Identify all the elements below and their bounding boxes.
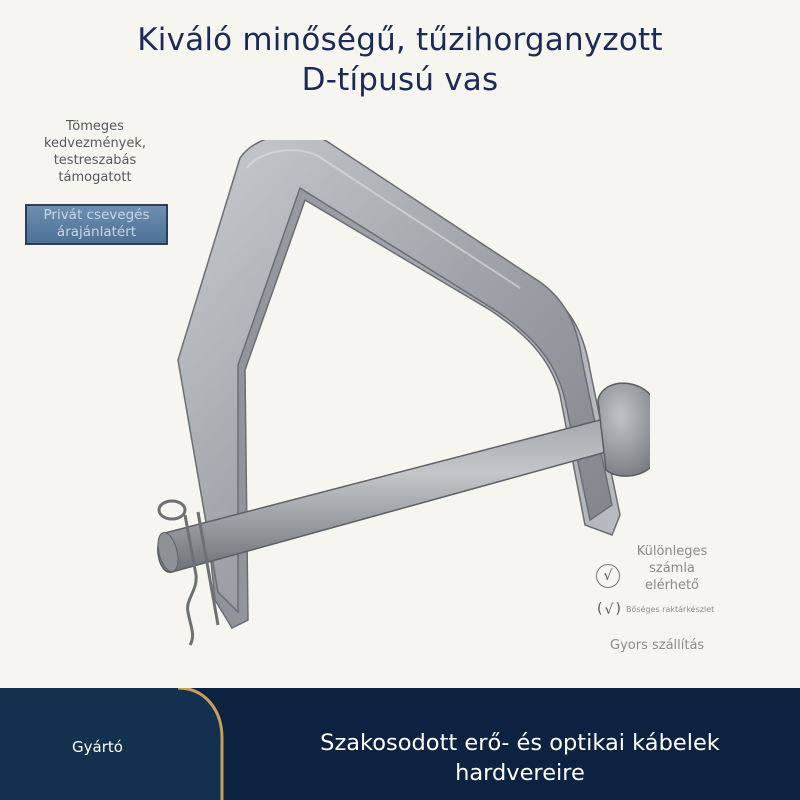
footer-tagline bbox=[240, 728, 800, 788]
check-icon: ( √ ) bbox=[598, 600, 620, 620]
feature-special-line-3: elérhető bbox=[644, 578, 699, 593]
chat-button-line-1: Privát csevegés bbox=[43, 207, 150, 223]
feature-stock bbox=[590, 600, 790, 622]
feature-stock-text: Bőséges raktárkészlet bbox=[626, 605, 715, 614]
title-line-1: Kiváló minőségű, tűzihorganyzott bbox=[137, 22, 663, 58]
title-line-2: D-típusú vas bbox=[301, 62, 499, 98]
check-icon: √ bbox=[596, 564, 620, 588]
chat-button-line-2: árajánlatért bbox=[56, 224, 137, 240]
manufacturer-link[interactable]: Gyártó bbox=[72, 738, 123, 756]
feature-special-line-1: Különleges bbox=[636, 544, 708, 559]
feature-special-invoice bbox=[590, 540, 790, 596]
feature-shipping: Gyors szállítás bbox=[610, 638, 705, 653]
d-iron-product-image bbox=[150, 140, 650, 660]
promo-line-1: Tömeges bbox=[66, 119, 124, 134]
page-title bbox=[40, 20, 760, 100]
feature-special-line-2: számla bbox=[649, 561, 695, 576]
promo-text bbox=[20, 118, 170, 186]
promo-line-3: testreszabás bbox=[53, 153, 137, 168]
feature-special-text bbox=[632, 543, 712, 594]
tagline-line-1: Szakosodott erő- és optikai kábelek bbox=[320, 730, 720, 756]
private-chat-button[interactable] bbox=[25, 204, 168, 245]
pin-head bbox=[598, 383, 650, 476]
promo-line-2: kedvezmények, bbox=[43, 136, 147, 151]
tagline-line-2: hardvereire bbox=[455, 760, 585, 786]
promo-line-4: támogatott bbox=[58, 170, 132, 185]
